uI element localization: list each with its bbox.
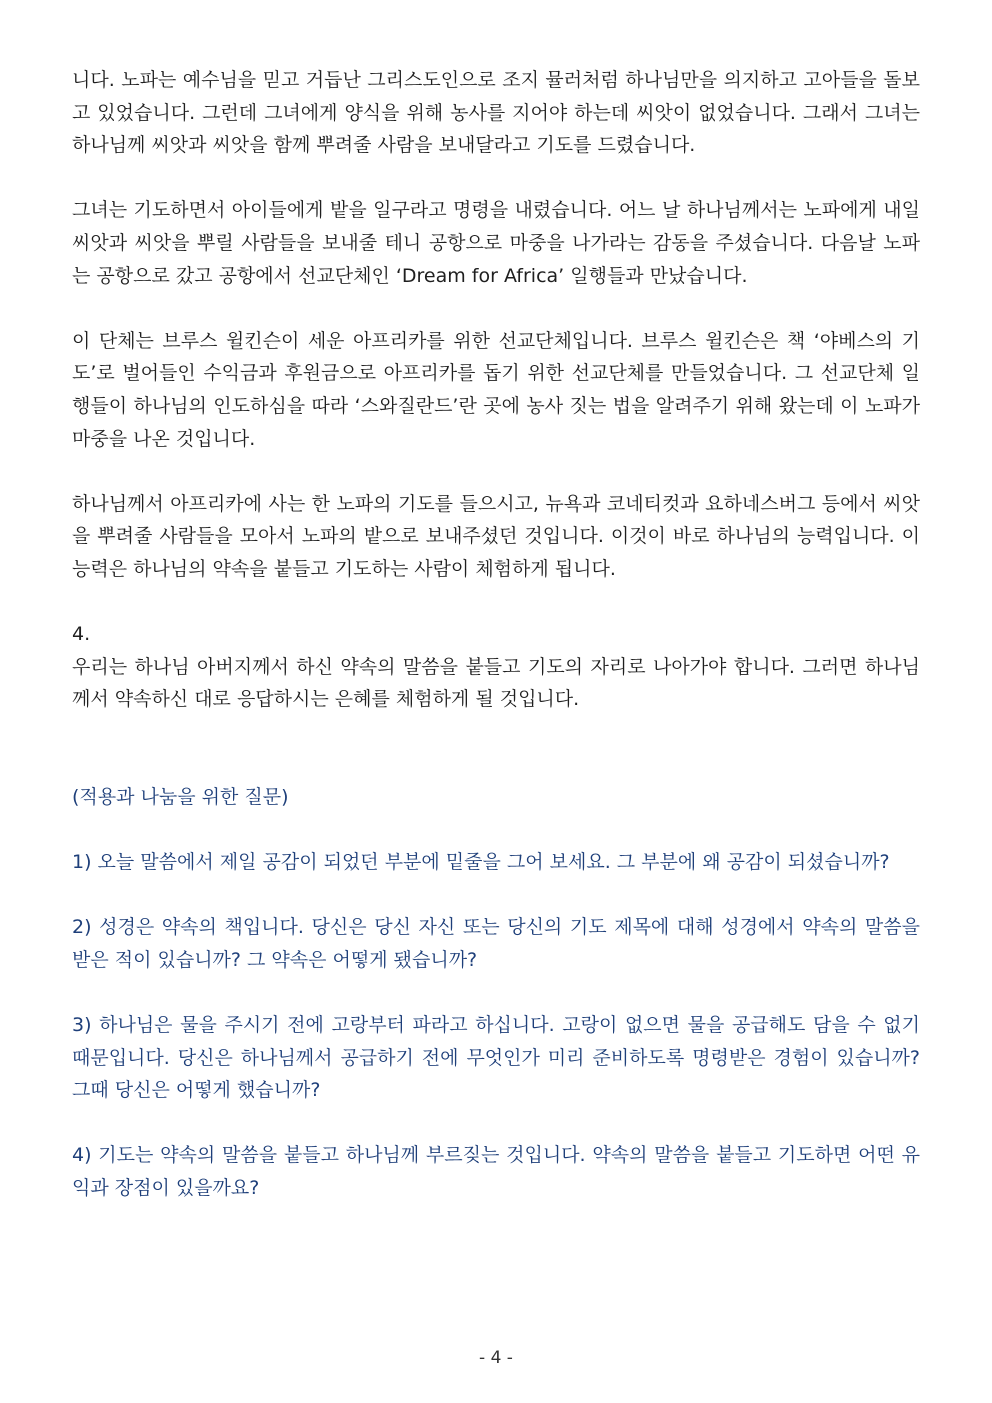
paragraph-3: 이 단체는 브루스 윌킨슨이 세운 아프리카를 위한 선교단체입니다. 브루스 윌킨슨은 책 ‘야베스의 기도’로 벌어들인 수익금과 후원금으로 아프리카를 돕기 위한 선교단체를 만들었습니다. 그 선교단체 일행들이 하나님의 인도하심을 따라 ‘스와질란드’란 곳에 농사 짓는 법을 알려주기 위해 왔는데 이 노파가 마중을 나온 것입니다.	[72, 329, 921, 450]
question-3: 3) 하나님은 물을 주시기 전에 고랑부터 파라고 하십니다. 고랑이 없으면 물을 공급해도 담을 수 없기 때문입니다. 당신은 하나님께서 공급하기 전에 무엇인가 미리 준비하도록 명령받은 경험이 있습니까? 그때 당신은 어떻게 했습니까?	[72, 1014, 920, 1102]
section-4-number: 4.	[72, 623, 91, 646]
question-1: 1) 오늘 말씀에서 제일 공감이 되었던 부분에 밑줄을 그어 보세요. 그 부분에 왜 공감이 되셨습니까?	[72, 851, 890, 874]
paragraph-1: 니다. 노파는 예수님을 믿고 거듭난 그리스도인으로 조지 뮬러처럼 하나님만을 의지하고 고아들을 돌보고 있었습니다. 그런데 그녀에게 양식을 위해 농사를 지어야 하는데 씨앗이 없었습니다. 그래서 그녀는 하나님께 씨앗과 씨앗을 함께 뿌려줄 사람을 보내달라고 기도를 드렸습니다.	[72, 69, 920, 157]
page-number: - 4 -	[479, 1348, 513, 1368]
document-body	[72, 64, 920, 1237]
section-4-text: 우리는 하나님 아버지께서 하신 약속의 말씀을 붙들고 기도의 자리로 나아가야 합니다. 그러면 하나님께서 약속하신 대로 응답하시는 은혜를 체험하게 될 것입니다.	[72, 655, 920, 711]
paragraph-4: 하나님께서 아프리카에 사는 한 노파의 기도를 들으시고, 뉴욕과 코네티컷과 요하네스버그 등에서 씨앗을 뿌려줄 사람들을 모아서 노파의 밭으로 보내주셨던 것입니다. 이것이 바로 하나님의 능력입니다. 이 능력은 하나님의 약속을 붙들고 기도하는 사람이 체험하게 됩니다.	[72, 492, 920, 580]
section-4	[72, 618, 920, 716]
paragraph-2: 그녀는 기도하면서 아이들에게 밭을 일구라고 명령을 내렸습니다. 어느 날 하나님께서는 노파에게 내일 씨앗과 씨앗을 뿌릴 사람들을 보내줄 테니 공항으로 마중을 나가라는 감동을 주셨습니다. 다음날 노파는 공항으로 갔고 공항에서 선교단체인 ‘Dream for Africa’ 일행들과 만났습니다.	[72, 199, 920, 287]
question-2: 2) 성경은 약속의 책입니다. 당신은 당신 자신 또는 당신의 기도 제목에 대해 성경에서 약속의 말씀을 받은 적이 있습니까? 그 약속은 어떻게 됐습니까?	[72, 916, 920, 971]
question-4: 4) 기도는 약속의 말씀을 붙들고 하나님께 부르짖는 것입니다. 약속의 말씀을 붙들고 기도하면 어떤 유익과 장점이 있을까요?	[72, 1144, 920, 1199]
questions-heading: (적용과 나눔을 위한 질문)	[72, 785, 289, 808]
